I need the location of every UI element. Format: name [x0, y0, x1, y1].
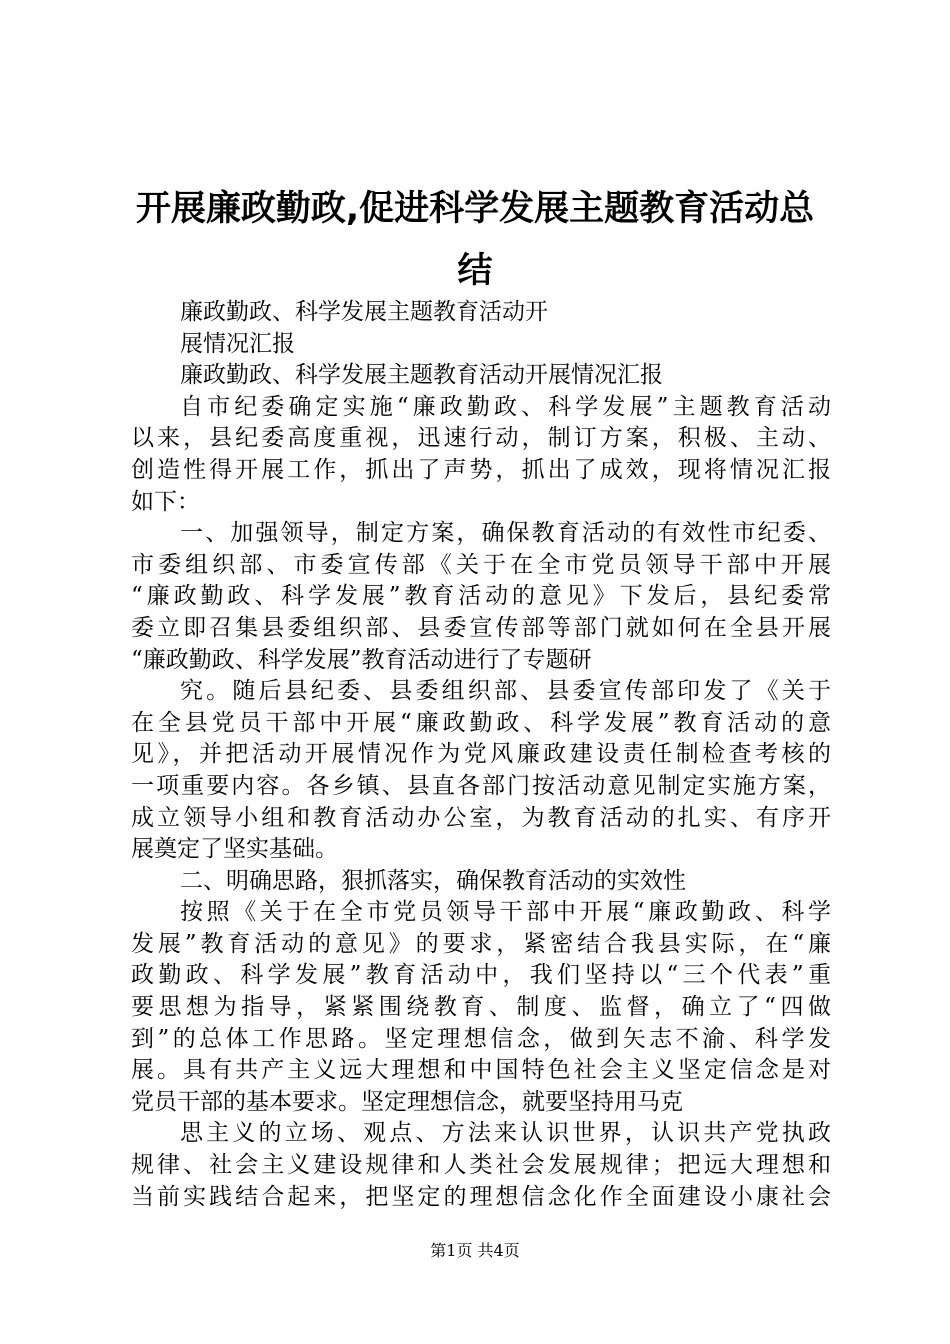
- body-line: 廉政勤政、科学发展主题教育活动开展情况汇报: [180, 362, 663, 389]
- body-line: 政勤政、科学发展”教育活动中，我们坚持以“三个代表”重: [131, 962, 831, 989]
- body-line: “廉政勤政、科学发展”教育活动的意见》下发后，县纪委常: [131, 583, 831, 610]
- body-line: 按照《关于在全市党员领导干部中开展“廉政勤政、科学: [180, 899, 831, 926]
- body-line: 二、明确思路，狠抓落实，确保教育活动的实效性: [180, 867, 686, 894]
- body-line: 展情况汇报: [180, 330, 295, 357]
- body-line: 市委组织部、市委宣传部《关于在全市党员领导干部中开展: [131, 551, 831, 578]
- body-line: 自市纪委确定实施“廉政勤政、科学发展”主题教育活动: [180, 393, 831, 420]
- body-line: 委立即召集县委组织部、县委宣传部等部门就如何在全县开展: [131, 614, 831, 641]
- body-line: 到”的总体工作思路。坚定理想信念，做到矢志不渝、科学发: [131, 1025, 831, 1052]
- body-line: 展。具有共产主义远大理想和中国特色社会主义坚定信念是对: [131, 1057, 831, 1084]
- body-line: 成立领导小组和教育活动办公室，为教育活动的扎实、有序开: [131, 804, 831, 831]
- body-line: 究。随后县纪委、县委组织部、县委宣传部印发了《关于: [180, 678, 831, 705]
- title-line: 结: [457, 251, 493, 291]
- document-title: [110, 178, 840, 302]
- page-footer: 第1页 共4页: [430, 1241, 520, 1260]
- body-line: 如下：: [131, 488, 200, 515]
- body-line: 创造性得开展工作，抓出了声势，抓出了成效，现将情况汇报: [131, 456, 831, 483]
- title-line: 开展廉政勤政,促进科学发展主题教育活动总: [135, 189, 815, 229]
- body-line: “廉政勤政、科学发展”教育活动进行了专题研: [131, 646, 592, 673]
- body-line: 规律、社会主义建设规律和人类社会发展规律；把远大理想和: [131, 1152, 831, 1179]
- body-line: 一、加强领导，制定方案，确保教育活动的有效性市纪委、: [180, 520, 831, 547]
- body-line: 见》，并把活动开展情况作为党风廉政建设责任制检查考核的: [131, 741, 831, 768]
- document-body: [131, 297, 831, 1213]
- body-line: 廉政勤政、科学发展主题教育活动开: [180, 299, 548, 325]
- body-line: 要思想为指导，紧紧围绕教育、制度、监督，确立了“四做: [131, 994, 831, 1021]
- body-line: 思主义的立场、观点、方法来认识世界，认识共产党执政: [180, 1120, 831, 1147]
- body-line: 发展”教育活动的意见》的要求，紧密结合我县实际，在“廉: [131, 930, 831, 957]
- body-line: 党员干部的基本要求。坚定理想信念，就要坚持用马克: [131, 1088, 683, 1115]
- body-line: 以来，县纪委高度重视，迅速行动，制订方案，积极、主动、: [131, 425, 831, 452]
- body-line: 一项重要内容。各乡镇、县直各部门按活动意见制定实施方案，: [131, 772, 831, 799]
- body-line: 当前实践结合起来，把坚定的理想信念化作全面建设小康社会: [131, 1183, 831, 1210]
- body-line: 在全县党员干部中开展“廉政勤政、科学发展”教育活动的意: [131, 709, 831, 736]
- body-line: 展奠定了坚实基础。: [131, 836, 338, 863]
